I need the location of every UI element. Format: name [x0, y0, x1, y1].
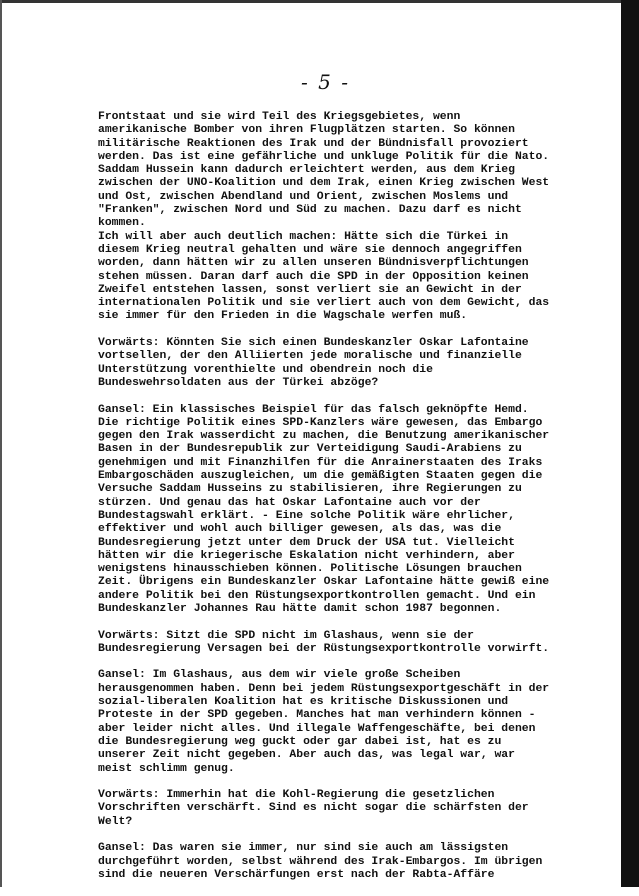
- text-line: Vorschriften verschärft. Sind es nicht sogar die schärfsten der: [98, 802, 529, 815]
- text-line: Saddam Hussein kann dadurch erleichtert werden, aus dem Krieg: [98, 164, 515, 177]
- text-line: Bundestagswahl erklärt. - Eine solche Politik wäre ehrlicher,: [98, 509, 515, 522]
- text-line: Proteste in der SPD gegeben. Manches hat man verhindern können -: [98, 709, 536, 722]
- text-line: internationalen Politik und sie verliert auch von dem Gewicht, das: [98, 297, 550, 310]
- text-line: Gansel: Das waren sie immer, nur sind sie auch am lässigsten: [98, 842, 509, 855]
- text-line: wenigstens hinausschieben können. Politische Lösungen brauchen: [98, 563, 522, 576]
- text-line: Frontstaat und sie wird Teil des Kriegsgebietes, wenn: [98, 111, 461, 123]
- text-line: Bundesregierung jetzt unter dem Druck der USA tut. Vielleicht: [98, 536, 515, 549]
- text-line: meist schlimm genug.: [98, 762, 235, 775]
- document-body: [98, 111, 549, 896]
- text-line: zwischen der UNO-Koalition und dem Irak, einen Krieg zwischen West: [98, 177, 550, 190]
- text-line: amerikanische Bomber von ihren Flugplätzen starten. So können: [98, 124, 515, 137]
- text-line: genehmigen und mit Finanzhilfen für die Anrainerstaaten des Iraks: [98, 456, 543, 469]
- text-line: Gansel: Im Glashaus, aus dem wir viele große Scheiben: [98, 669, 461, 682]
- paragraph: [98, 789, 549, 829]
- page-number: - 5 -: [301, 70, 350, 94]
- text-line: herausgenommen haben. Denn bei jedem Rüstungsexportgeschäft in der: [98, 682, 550, 695]
- paragraph: [98, 404, 549, 617]
- text-line: stehen müssen. Daran darf auch die SPD in der Opposition keinen: [98, 270, 529, 283]
- paragraph: [98, 669, 549, 775]
- text-line: Embargoschäden auszugleichen, um die gemäßigten Staaten gegen die: [98, 470, 543, 483]
- text-line: effektiver und wohl auch billiger gewesen, als das, was die: [98, 523, 502, 536]
- text-line: worden, dann hätten wir zu allen unseren Bündnisverpflichtungen: [98, 257, 529, 270]
- text-line: Die richtige Politik eines SPD-Kanzlers wäre gewesen, das Embargo: [98, 416, 543, 429]
- text-line: kommen.: [98, 217, 146, 230]
- text-line: Bundesregierung Versagen bei der Rüstungsexportkontrolle vorwirft.: [98, 642, 550, 655]
- text-line: Unterstützung vorenthielte und obendrein noch die: [98, 363, 433, 376]
- text-line: diesem Krieg neutral gehalten und wäre sie dennoch angegriffen: [98, 243, 522, 256]
- text-line: Bundeskanzler Johannes Rau hätte damit schon 1987 begonnen.: [98, 602, 502, 615]
- text-line: Vorwärts: Immerhin hat die Kohl-Regierung die gesetzlichen: [98, 789, 495, 802]
- paragraph: [98, 842, 549, 882]
- scan-edge-right: [621, 0, 639, 887]
- text-line: Basen in der Bundesrepublik zur Verteidigung Saudi-Arabiens zu: [98, 443, 522, 456]
- text-line: Vorwärts: Könnten Sie sich einen Bundeskanzler Oskar Lafontaine: [98, 337, 529, 350]
- text-line: militärische Reaktionen des Irak und der Bündnisfall provoziert: [98, 137, 529, 150]
- paragraph: [98, 630, 549, 657]
- text-line: Gansel: Ein klassisches Beispiel für das falsch geknöpfte Hemd.: [98, 403, 529, 416]
- text-line: Ich will aber auch deutlich machen: Hätte sich die Türkei in: [98, 230, 509, 243]
- paragraph: [98, 337, 549, 390]
- text-line: Versuche Saddam Husseins zu stabilisieren, ihre Regierungen zu: [98, 483, 522, 496]
- text-line: Welt?: [98, 815, 133, 828]
- text-line: hätten wir die kriegerische Eskalation nicht verhindern, aber: [98, 549, 515, 562]
- text-line: sozial-liberalen Koalition hat es kritische Diskussionen und: [98, 696, 509, 709]
- text-line: die Bundesregierung weg guckt oder gar dabei ist, hat es zu: [98, 735, 502, 748]
- scan-edge-top: [0, 0, 639, 3]
- text-line: Zweifel entstehen lassen, sonst verliert sie an Gewicht in der: [98, 283, 522, 296]
- text-line: und Ost, zwischen Abendland und Orient, zwischen Moslems und: [98, 190, 509, 203]
- text-line: sind die neueren Verschärfungen erst nach der Rabta-Affäre: [98, 868, 495, 881]
- text-line: Zeit. Übrigens ein Bundeskanzler Oskar Lafontaine hätte gewiß eine: [98, 576, 550, 589]
- text-line: stürzen. Und genau das hat Oskar Lafontaine auch vor der: [98, 496, 481, 509]
- text-line: Vorwärts: Sitzt die SPD nicht im Glashaus, wenn sie der: [98, 629, 474, 642]
- text-line: andere Politik bei den Rüstungsexportkontrollen gemacht. Und ein: [98, 589, 536, 602]
- text-line: sie immer für den Frieden in die Wagschale werfen muß.: [98, 310, 468, 323]
- text-line: aber leider nicht alles. Und illegale Waffengeschäfte, bei denen: [98, 722, 536, 735]
- text-line: werden. Das ist eine gefährliche und unkluge Politik für die Nato.: [98, 150, 550, 163]
- text-line: Bundeswehrsoldaten aus der Türkei abzöge?: [98, 376, 379, 389]
- text-line: "Franken", zwischen Nord und Süd zu machen. Dazu darf es nicht: [98, 204, 522, 217]
- text-line: durchgeführt worden, selbst während des Irak-Embargos. Im übrigen: [98, 855, 543, 868]
- text-line: vortsellen, der den Alliierten jede moralische und finanzielle: [98, 350, 522, 363]
- scan-edge-left: [0, 0, 2, 887]
- paragraph: [98, 111, 549, 324]
- text-line: unserer Zeit nicht gegeben. Aber auch das, was legal war, war: [98, 749, 515, 762]
- text-line: gegen den Irak wasserdicht zu machen, die Benutzung amerikanischer: [98, 430, 550, 443]
